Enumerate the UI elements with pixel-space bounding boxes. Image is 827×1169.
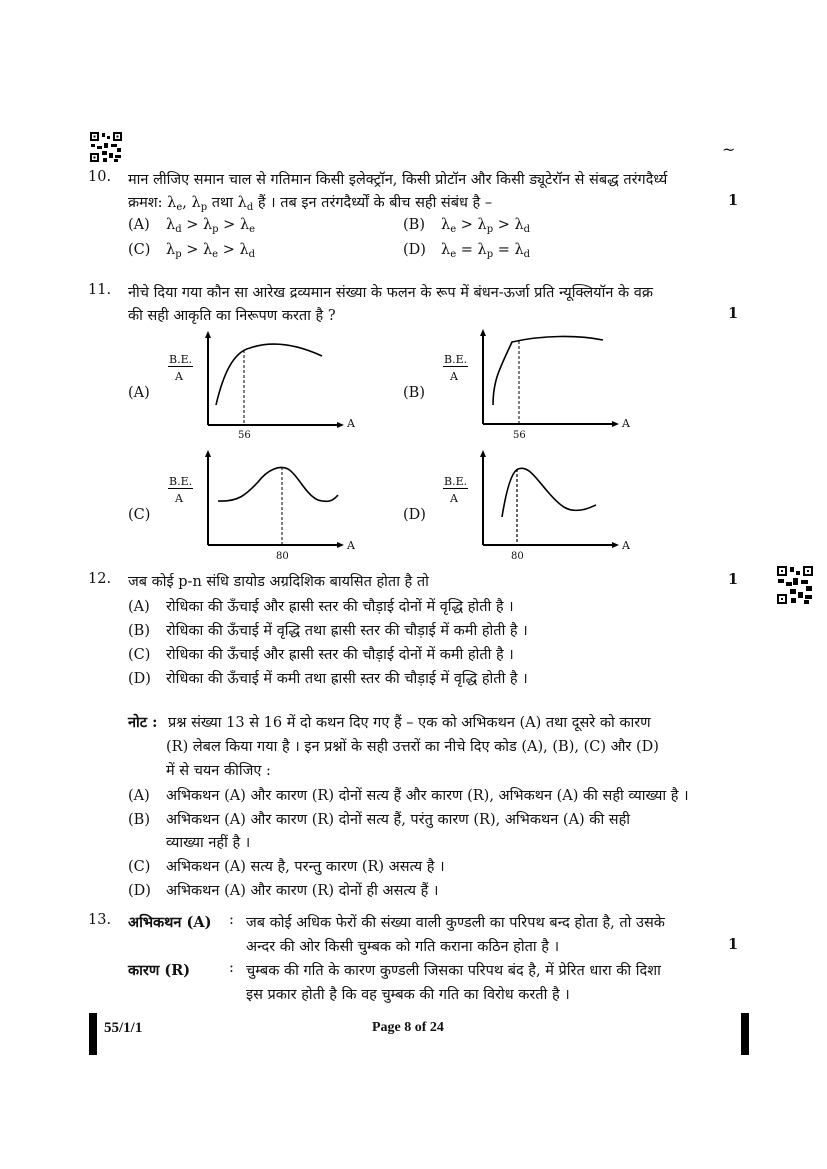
code-option-c: (C) अभिकथन (A) सत्य है, परन्तु कारण (R) असत्य है । [128, 859, 445, 875]
note-line3: में से चयन कीजिए : [166, 763, 271, 779]
header-tilde: ~ [722, 140, 736, 159]
be-curve-graph-b [473, 320, 633, 430]
code-option-b: (B) अभिकथन (A) और कारण (R) दोनों सत्य हैं, परंतु कारण (R), अभिकथन (A) की सही [128, 812, 631, 828]
option-b[interactable]: (B) रोधिका की ऊँचाई में वृद्धि तथा ह्रासी स्तर की चौड़ाई में कमी होती है । [128, 623, 528, 639]
marks: 1 [728, 571, 739, 588]
assertion-label: अभिकथन (A) [128, 914, 212, 931]
be-curve-graph-d [473, 447, 633, 550]
option-d[interactable]: (D) $\lambda_e = \lambda_p = \lambda_d$ [403, 242, 531, 260]
qr-code-icon [89, 131, 123, 163]
marks: 1 [728, 936, 739, 953]
option-a[interactable]: (A) रोधिका की ऊँचाई और ह्रासी स्तर की चौड़ाई दोनों में वृद्धि होती है । [128, 599, 514, 615]
option-b[interactable]: (B) $\lambda_e > \lambda_p > \lambda_d$ [403, 217, 531, 235]
qr-code-icon-side [776, 565, 814, 605]
option-c[interactable]: (C) रोधिका की ऊँचाई और ह्रासी स्तर की चौड़ाई दोनों में कमी होती है । [128, 647, 514, 663]
page-number: Page 8 of 24 [372, 1020, 444, 1035]
code-option-d: (D) अभिकथन (A) और कारण (R) दोनों ही असत्य हैं । [128, 883, 439, 899]
note-line2: (R) लेबल किया गया है । इन प्रश्नों के सही उत्तरों का नीचे दिए कोड (A), (B), (C) और (D) [166, 739, 659, 755]
question-number: 12. [88, 571, 112, 587]
reason-line2: इस प्रकार होती है कि वह चुम्बक की गति का विरोध करती है । [246, 987, 570, 1003]
paper-code: 55/1/1 [104, 1020, 143, 1036]
marks: 1 [728, 192, 739, 209]
reason-label: कारण (R) [128, 962, 191, 979]
marks: 1 [728, 305, 739, 322]
question-number: 11. [88, 282, 112, 298]
note-line1: प्रश्न संख्या 13 से 16 में दो कथन दिए गए हैं – एक को अभिकथन (A) तथा दूसरे को कारण [168, 715, 651, 731]
code-option-b-line2: व्याख्या नहीं है । [166, 835, 251, 851]
option-c[interactable]: (C) $\lambda_p > \lambda_e > \lambda_d$ [128, 242, 256, 260]
assertion-line1: जब कोई अधिक फेरों की संख्या वाली कुण्डली का परिपथ बन्द होता है, तो उसके [246, 915, 665, 931]
question-text-line1: मान लीजिए समान चाल से गतिमान किसी इलेक्ट्रॉन, किसी प्रोटॉन और किसी ड्यूटेरॉन से संबद्ध तरंगदैर्ध्य [128, 172, 668, 188]
question-text-line2: की सही आकृति का निरूपण करता है ? [128, 308, 336, 324]
question-number: 10. [88, 169, 112, 185]
footer-bar-left [89, 1013, 97, 1055]
assertion-line2: अन्दर की ओर किसी चुम्बक को गति कराना कठिन होता है । [246, 939, 560, 955]
code-option-a: (A) अभिकथन (A) और कारण (R) दोनों सत्य हैं और कारण (R), अभिकथन (A) की सही व्याख्या है । [128, 788, 689, 804]
question-text-line2: क्रमश: $\lambda_e$, $\lambda_p$ तथा $\lambda_d$ हैं । तब इन तरंगदैर्ध्यों के बीच सही संबंध है – [128, 195, 493, 213]
reason-line1: चुम्बक की गति के कारण कुण्डली जिसका परिपथ बंद है, में प्रेरित धारा की दिशा [246, 963, 661, 979]
reason-colon: : [229, 960, 234, 976]
note-label: नोट : [128, 714, 158, 731]
question-text-line1: नीचे दिया गया कौन सा आरेख द्रव्यमान संख्या के फलन के रूप में बंधन-ऊर्जा प्रति न्यूक्लियॉन के वक्र [128, 285, 653, 301]
option-d[interactable]: (D) रोधिका की ऊँचाई में कमी तथा ह्रासी स्तर की चौड़ाई में वृद्धि होती है । [128, 671, 528, 687]
question-number: 13. [88, 912, 112, 928]
be-curve-graph-c [198, 447, 358, 550]
option-a[interactable]: (A) $\lambda_d > \lambda_p > \lambda_e$ [128, 217, 256, 235]
be-curve-graph-a [198, 330, 358, 430]
question-text: जब कोई p-n संधि डायोड अग्रदिशिक बायसित होता है तो [128, 574, 429, 590]
assertion-colon: : [229, 912, 234, 928]
footer-bar-right [741, 1013, 749, 1055]
